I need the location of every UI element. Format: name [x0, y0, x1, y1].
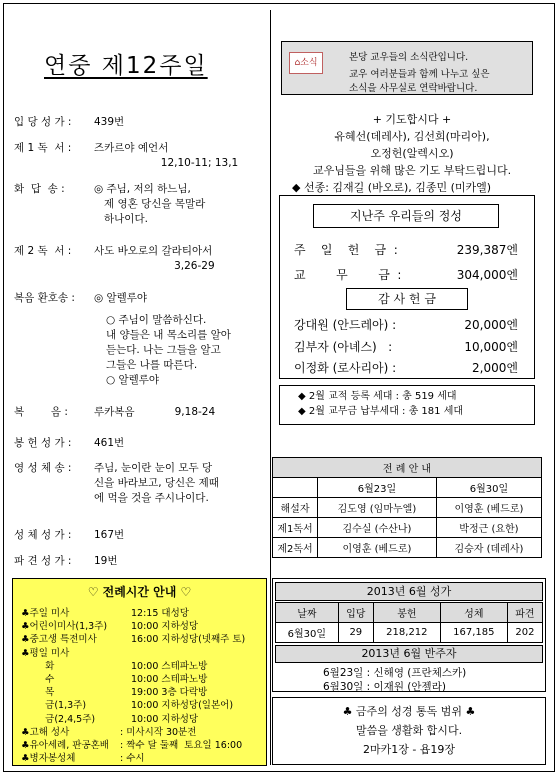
order-value: 167번 [94, 529, 125, 541]
offering-label: 교 무 금 : [294, 268, 402, 282]
schedule-item: ♣병자봉성체 [21, 753, 76, 765]
schedule-detail: 12:15 대성당 [131, 608, 189, 619]
news-line: 본당 교우들의 소식란입니다. [349, 52, 469, 63]
order-item [14, 182, 269, 228]
schedule-detail: 19:00 3층 다락방 [131, 687, 208, 699]
order-item [14, 115, 269, 130]
stats-cell: 218,212 [373, 623, 440, 643]
order-item [14, 141, 269, 171]
liturgy-cell: 이영훈 (베드로) [318, 538, 437, 558]
order-item [14, 461, 269, 507]
donor-amount: 20,000엔 [464, 318, 518, 332]
order-label: 성 체 성 가 : [14, 529, 72, 541]
stats-cell: 202 [507, 623, 542, 643]
schedule-item: 수 [21, 674, 55, 685]
liturgy-role: 해설자 [273, 498, 318, 518]
stats-header: 성체 [440, 603, 507, 623]
liturgy-cell: 김도영 (임마누엘) [318, 498, 437, 518]
schedule-detail: 10:00 지하성당 [131, 621, 199, 633]
prayer-line: ◆ 선종: 김재길 (바오로), 김종민 (미카엘) [292, 181, 492, 194]
rosary-line: 6월30일 : 이재원 (안젤라) [323, 681, 446, 693]
schedule-item: ♣고해 성사 [21, 726, 70, 738]
prayer-block [276, 111, 548, 196]
liturgy-cell: 김수실 (수산나) [318, 518, 437, 538]
prayer-line: 교우님들을 위해 많은 기도 부탁드립니다. [312, 164, 512, 177]
stats-cell: 29 [338, 623, 373, 643]
prayer-line: + 기도합시다 + [372, 113, 452, 126]
order-label: 복음 환호송 : [14, 292, 75, 304]
news-badge-label: 소식 [300, 58, 318, 68]
page-title: 연중 제12주일 [44, 53, 208, 79]
schedule-item: ♣평일 미사 [21, 647, 70, 659]
stats-header: 봉헌 [373, 603, 440, 623]
schedule-item: 금(1,3주) [21, 700, 87, 712]
liturgy-cell: 김승자 (데레사) [436, 538, 541, 558]
liturgy-date: 6월30일 [436, 478, 541, 498]
liturgy-role: 제2독서 [273, 538, 318, 558]
order-value: 439번 [94, 116, 125, 128]
order-item [14, 244, 269, 274]
donor-name: 강대원 (안드레아) : [294, 318, 397, 332]
census-box [279, 385, 535, 425]
thanks-title: 감 사 헌 금 [346, 288, 468, 310]
schedule-detail: : 수시 [120, 753, 145, 765]
schedule-item: 금(2,4,5주) [21, 713, 96, 725]
prayer-line: 오정헌(알렉시오) [370, 147, 454, 160]
bible-box [272, 697, 546, 765]
offering-title: 지난주 우리들의 정성 [313, 204, 499, 228]
schedule-detail: 10:00 스테파노방 [131, 660, 208, 672]
schedule-item: ♣유아세례, 판공혼배 [21, 740, 109, 751]
order-item [14, 313, 269, 389]
order-value: 461번 [94, 437, 125, 449]
rosary-title: 2013년 6월 반주자 [275, 645, 543, 663]
stats-cell: 167,185 [440, 623, 507, 643]
order-value: ◎ 알렐루야 [94, 292, 148, 304]
stats-title: 2013년 6월 성가 [275, 582, 543, 601]
offering-value: 304,000엔 [456, 268, 518, 282]
news-line: 교우 여러분들과 함께 나누고 싶은 [349, 69, 490, 80]
stats-header: 입당 [338, 603, 373, 623]
stats-header: 파견 [507, 603, 542, 623]
order-label: 제 1 독 서 : [14, 142, 72, 154]
order-item [14, 436, 269, 451]
bible-line: 2마카1장 - 욥19장 [362, 743, 456, 756]
order-label: 제 2 독 서 : [14, 245, 72, 257]
offering-label: 주 일 헌 금 : [294, 243, 398, 257]
offering-box [279, 195, 535, 379]
schedule-box [12, 578, 267, 766]
schedule-item: ♣어린이미사(1,3주) [21, 621, 108, 633]
order-label: 봉 헌 성 가 : [14, 437, 72, 449]
order-value: 주님, 눈이란 눈이 모두 당 신을 바라보고, 당신은 제때 에 먹을 것을 주시나이다. [94, 462, 219, 504]
stats-box [272, 578, 546, 692]
order-value: ○ 주님이 말씀하신다. 내 양들은 내 목소리를 알아 듣는다. 나는 그들을 알고 그들은 나를 따른다. ○ 알렐루야 [106, 314, 231, 386]
stats-cell: 6월30일 [276, 623, 339, 643]
empty-cell [273, 478, 318, 498]
census-line: ◆ 2월 교무금 납부세대 : 총 181 세대 [298, 406, 464, 417]
order-value: ◎ 주님, 저의 하느님, 제 영혼 당신을 목말라 하나이다. [94, 183, 206, 225]
news-line: 소식을 사무실로 연락바랍니다. [349, 83, 478, 94]
liturgy-table [272, 457, 542, 558]
schedule-detail: : 짝수 달 둘째 토요일 16:00 [120, 740, 243, 751]
schedule-detail: 10:00 스테파노방 [131, 674, 208, 685]
donor-name: 김부자 (아녜스) : [294, 340, 393, 354]
liturgy-section [272, 457, 542, 558]
offering-value: 239,387엔 [456, 243, 518, 257]
schedule-detail: 10:00 지하성당(일본어) [131, 700, 234, 712]
schedule-item: 화 [21, 660, 55, 672]
stats-table [275, 602, 543, 643]
news-badge [289, 52, 323, 74]
liturgy-title: 전 례 안 내 [273, 458, 542, 478]
bible-line: 말씀을 생활화 합시다. [355, 724, 463, 737]
donor-amount: 2,000엔 [472, 361, 518, 375]
order-item [14, 528, 269, 543]
order-value: 19번 [94, 555, 118, 567]
order-label: 화 답 송 : [14, 183, 65, 195]
donor-amount: 10,000엔 [464, 340, 518, 354]
schedule-item: 목 [21, 687, 55, 699]
liturgy-cell: 이영훈 (베드로) [436, 498, 541, 518]
census-line: ◆ 2월 교적 등록 세대 : 총 519 세대 [298, 391, 457, 402]
schedule-detail: 10:00 지하성당 [131, 713, 199, 725]
prayer-line: 유혜선(데레사), 김선희(마리아), [334, 130, 490, 143]
liturgy-role: 제1독서 [273, 518, 318, 538]
stats-header: 날짜 [276, 603, 339, 623]
order-label: 파 견 성 가 : [14, 555, 72, 567]
schedule-item: ♣중고생 특전미사 [21, 634, 97, 646]
order-item [14, 291, 269, 306]
order-value: 즈카르야 예언서 12,10-11; 13,1 [94, 142, 239, 169]
donor-name: 이정화 (로사리아) : [294, 361, 397, 375]
order-label: 영 성 체 송 : [14, 462, 72, 474]
bible-line: ♣ 금주의 성경 통독 범위 ♣ [342, 705, 476, 718]
liturgy-cell: 박정근 (요한) [436, 518, 541, 538]
order-item [14, 405, 269, 420]
schedule-detail: 16:00 지하성당(넷째주 토) [131, 634, 246, 646]
rosary-line: 6월23일 : 신해영 (프란체스카) [323, 667, 467, 679]
schedule-item: ♣주일 미사 [21, 608, 70, 619]
schedule-detail: : 미사시작 30분전 [120, 726, 197, 738]
column-divider [270, 10, 271, 765]
order-value: 사도 바오로의 갈라티아서 3,26-29 [94, 245, 215, 272]
order-label: 입 당 성 가 : [14, 116, 72, 128]
news-box [281, 41, 533, 95]
order-value: 루카복음 9,18-24 [94, 406, 216, 418]
order-label: 복 음 : [14, 406, 68, 418]
schedule-title: ♡ 전례시간 안내 ♡ [87, 585, 192, 599]
order-item [14, 554, 269, 569]
liturgy-date: 6월23일 [318, 478, 437, 498]
house-icon: ⌂ [294, 58, 301, 68]
